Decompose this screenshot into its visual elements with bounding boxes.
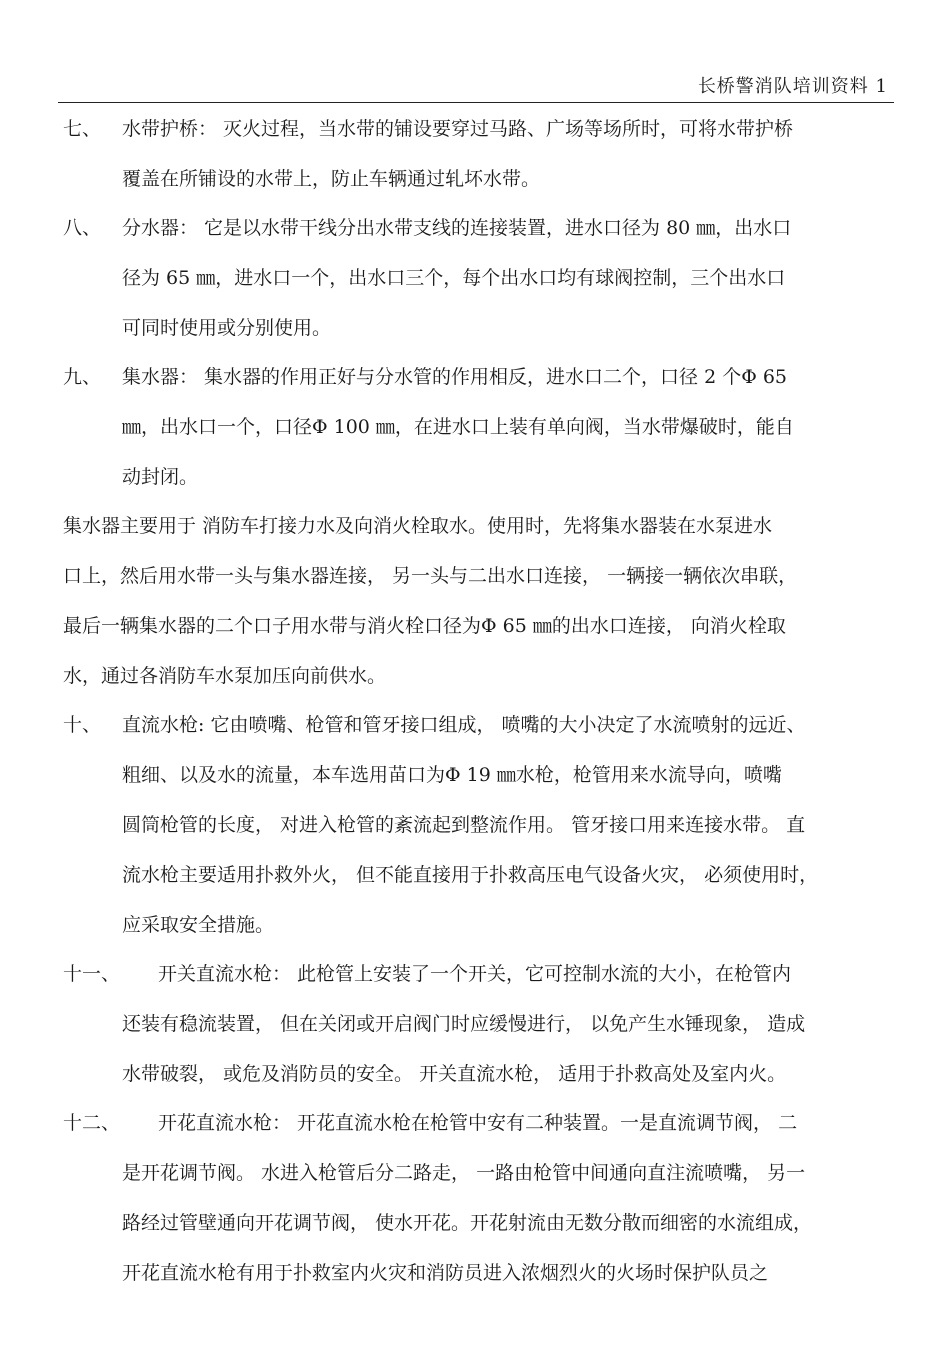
text-line: 直流水枪: 它由喷嘴、枪管和管牙接口组成， 喷嘴的大小决定了水流喷射的远近、 (122, 714, 806, 736)
text-line: 开关直流水枪： 此枪管上安装了一个开关，它可控制水流的大小，在枪管内 (158, 963, 792, 985)
item-number-12: 十二、 (63, 1112, 121, 1134)
text-line: 水带破裂， 或危及消防员的安全。 开关直流水枪， 适用于扑救高处及室内火。 (122, 1063, 787, 1085)
text-line: 集水器： 集水器的作用正好与分水管的作用相反，进水口二个，口径 2 个Φ 65 (122, 366, 788, 388)
text-line: 分水器： 它是以水带干线分出水带支线的连接装置，进水口径为 80 ㎜，出水口 (122, 217, 792, 239)
text-line: 覆盖在所铺设的水带上，防止车辆通过轧坏水带。 (122, 168, 541, 190)
text-line: 开花直流水枪有用于扑救室内火灾和消防员进入浓烟烈火的火场时保护队员之 (122, 1262, 769, 1284)
text-line: ㎜，出水口一个，口径Φ 100 ㎜，在进水口上装有单向阀，当水带爆破时，能自 (122, 416, 794, 438)
text-line: 水带护桥： 灭火过程，当水带的铺设要穿过马路、广场等场所时，可将水带护桥 (122, 118, 794, 140)
item-number-8: 八、 (63, 217, 102, 239)
item-number-10: 十、 (63, 714, 102, 736)
item-number-7: 七、 (63, 118, 102, 140)
text-line: 口上，然后用水带一头与集水器连接， 另一头与二出水口连接， 一辆接一辆依次串联， (63, 565, 798, 587)
text-line: 可同时使用或分别使用。 (122, 317, 332, 339)
text-line: 路经过管壁通向开花调节阀， 使水开花。开花射流由无数分散而细密的水流组成， (122, 1212, 813, 1234)
text-line: 动封闭。 (122, 466, 199, 488)
header-title: 长桥警消队培训资料 1 (697, 76, 888, 97)
text-line: 集水器主要用于 消防车打接力水及向消火栓取水。使用时，先将集水器装在水泵进水 (63, 515, 773, 537)
text-line: 流水枪主要适用扑救外火， 但不能直接用于扑救高压电气设备火灾， 必须使用时， (122, 864, 819, 886)
page-header (58, 70, 894, 103)
text-line: 粗细、以及水的流量，本车选用苗口为Φ 19 ㎜水枪，枪管用来水流导向，喷嘴 (122, 764, 782, 786)
item-number-11: 十一、 (63, 963, 121, 985)
item-number-9: 九、 (63, 366, 102, 388)
text-line: 圆筒枪管的长度， 对进入枪管的紊流起到整流作用。 管牙接口用来连接水带。 直 (122, 814, 806, 836)
text-line: 应采取安全措施。 (122, 914, 275, 936)
text-line: 水，通过各消防车水泵加压向前供水。 (63, 665, 387, 687)
text-line: 是开花调节阀。 水进入枪管后分二路走， 一路由枪管中间通向直注流喷嘴， 另一 (122, 1162, 806, 1184)
text-line: 开花直流水枪： 开花直流水枪在枪管中安有二种装置。一是直流调节阀， 二 (158, 1112, 798, 1134)
text-line: 径为 65 ㎜，进水口一个，出水口三个，每个出水口均有球阀控制，三个出水口 (122, 267, 786, 289)
text-line: 还装有稳流装置， 但在关闭或开启阀门时应缓慢进行， 以免产生水锤现象， 造成 (122, 1013, 806, 1035)
text-line: 最后一辆集水器的二个口子用水带与消火栓口径为Φ 65 ㎜的出水口连接， 向消火栓取 (63, 615, 786, 637)
